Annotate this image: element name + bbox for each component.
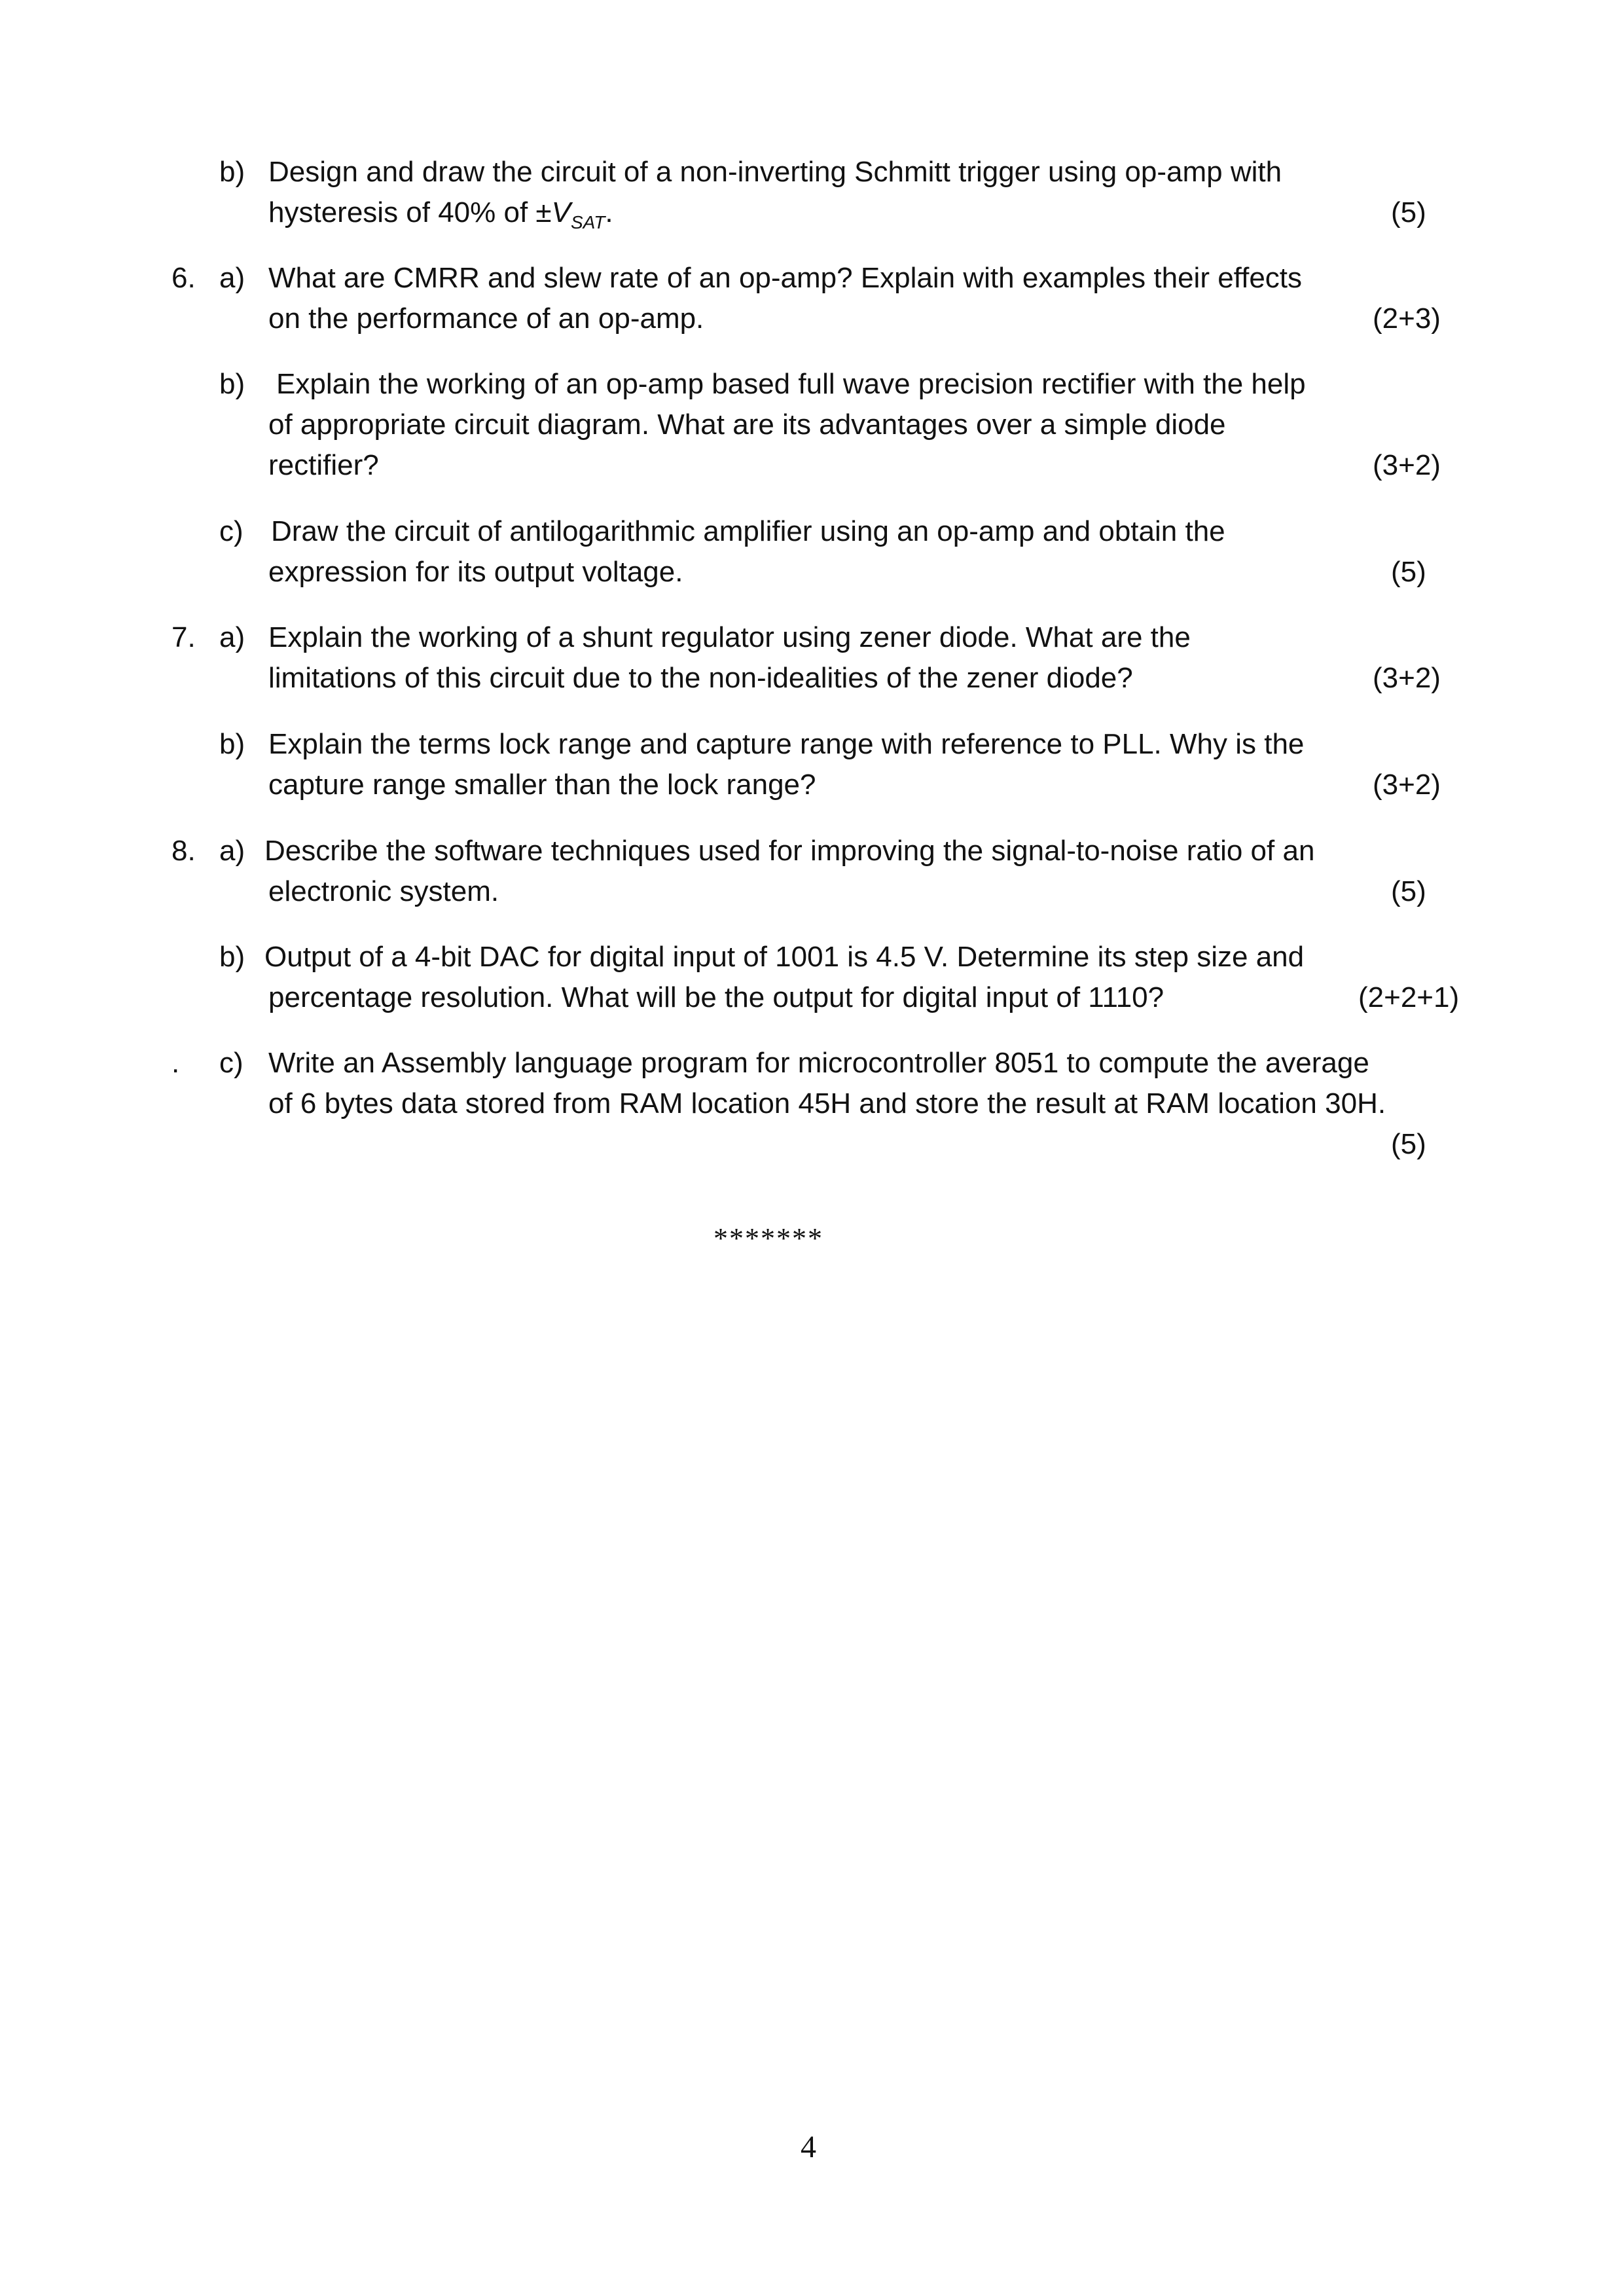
q7b-line-2: capture range smaller than the lock range? [268,769,816,801]
q7b-line-1: Explain the terms lock range and capture range with reference to PLL. Why is the [268,728,1305,760]
q8a-line-1: Describe the software techniques used for improving the signal-to-noise ratio of an [264,835,1315,867]
q8b-sub-label: b) [219,941,245,973]
q6-number: 6. [171,262,196,294]
q8c-line-1: Write an Assembly language program for microcontroller 8051 to compute the average [268,1047,1369,1079]
q5b-sub-label: b) [219,156,245,188]
q7a-marks: (3+2) [1373,662,1441,694]
vsat-subscript: SAT [570,212,605,232]
q7a-line-2: limitations of this circuit due to the non-idealities of the zener diode? [268,662,1133,694]
vsat-symbol: V [551,196,571,228]
q8-number: 8. [171,835,196,867]
q6a-sub-label: a) [219,262,245,294]
q5b-line-1: Design and draw the circuit of a non-inverting Schmitt trigger using op-amp with [268,156,1282,188]
q6a-line-2: on the performance of an op-amp. [268,302,704,335]
q6a-marks: (2+3) [1373,302,1441,335]
q8b-line-2: percentage resolution. What will be the output for digital input of 1110? [268,981,1164,1013]
q7b-sub-label: b) [219,728,245,760]
q5b-line-2 [268,193,613,236]
q6b-line-2: of appropriate circuit diagram. What are its advantages over a simple diode [268,409,1226,441]
q6b-line-1: Explain the working of an op-amp based full wave precision rectifier with the help [276,368,1306,400]
q5b-line-2-suffix: . [605,196,613,228]
q7a-line-1: Explain the working of a shunt regulator using zener diode. What are the [268,621,1191,653]
q5b-marks: (5) [1391,196,1426,228]
q7b-marks: (3+2) [1373,769,1441,801]
q6b-sub-label: b) [219,368,245,400]
q5b-line-2-prefix: hysteresis of 40% of ± [268,196,552,228]
q8a-sub-label: a) [219,835,245,867]
q8a-line-2: electronic system. [268,875,499,907]
q6a-line-1: What are CMRR and slew rate of an op-amp? Explain with examples their effects [268,262,1303,294]
end-of-paper-marker: ******* [713,1222,823,1254]
q8c-dot: . [171,1047,180,1079]
q7a-sub-label: a) [219,621,245,653]
q6c-sub-label: c) [219,515,244,547]
page-number: 4 [801,2130,816,2164]
q8b-line-1: Output of a 4-bit DAC for digital input of 1001 is 4.5 V. Determine its step size and [264,941,1305,973]
q8c-marks: (5) [1391,1128,1426,1160]
q6b-line-3: rectifier? [268,449,379,481]
q8c-line-2: of 6 bytes data stored from RAM location 45H and store the result at RAM location 30H. [268,1087,1386,1120]
q8b-marks: (2+2+1) [1358,981,1460,1013]
q6c-line-1: Draw the circuit of antilogarithmic amplifier using an op-amp and obtain the [271,515,1225,547]
q6c-marks: (5) [1391,556,1426,588]
q8a-marks: (5) [1391,875,1426,907]
q6c-line-2: expression for its output voltage. [268,556,683,588]
q7-number: 7. [171,621,196,653]
q8c-sub-label: c) [219,1047,244,1079]
q6b-marks: (3+2) [1373,449,1441,481]
